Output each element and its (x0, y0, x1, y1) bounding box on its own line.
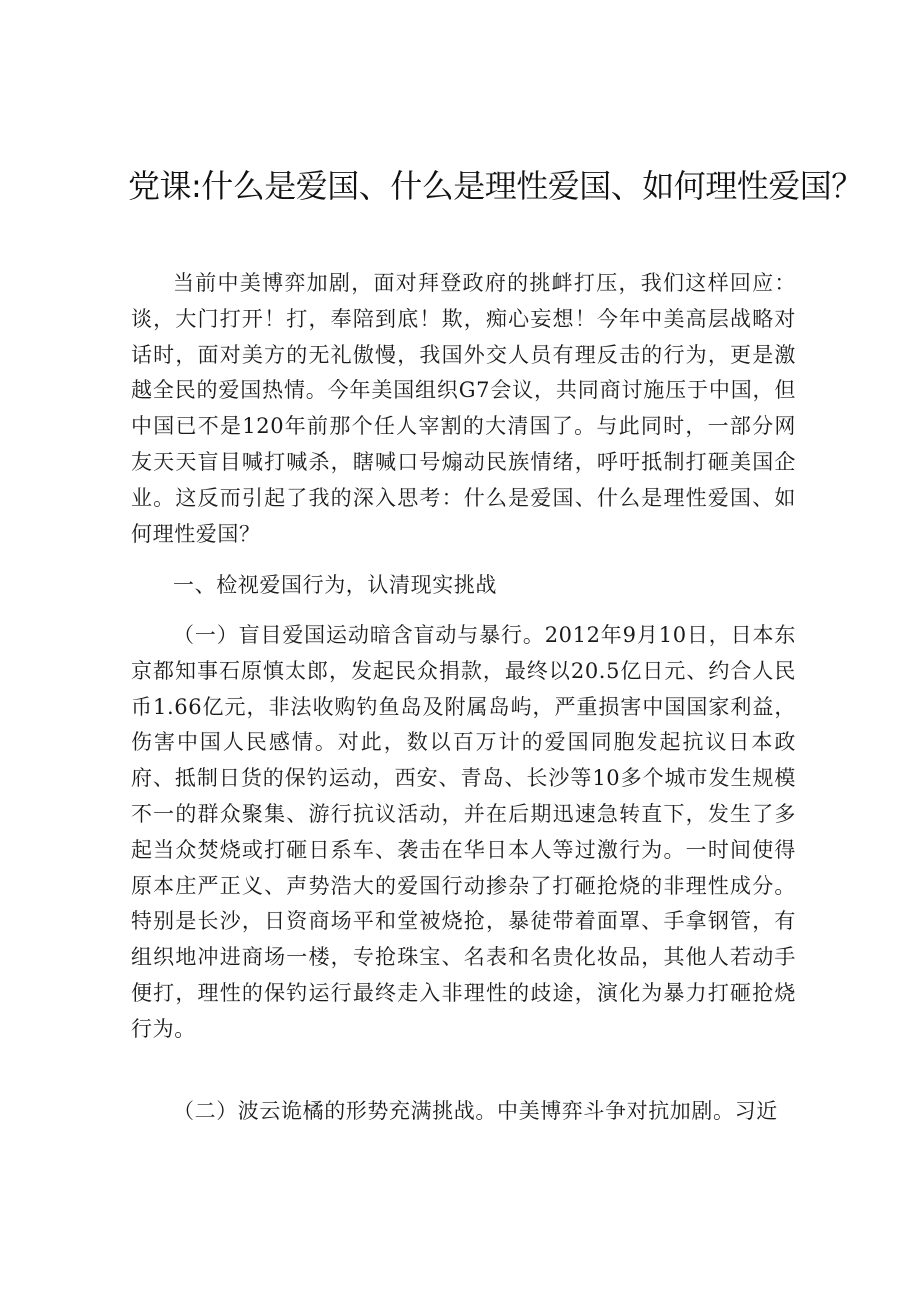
document-title: 党课:什么是爱国、什么是理性爱国、如何理性爱国？ (128, 167, 863, 205)
section-heading-1: 一、检视爱国行为，认清现实挑战 (173, 573, 497, 597)
paragraph-challenging-situation: （二）波云诡橘的形势充满挑战。中美博弈斗争对抗加剧。习近 (173, 1099, 778, 1123)
paragraph-intro: 当前中美博弈加剧，面对拜登政府的挑衅打压，我们这样回应：谈，大门打开！打，奉陪到底！欺，痴心妄想！今年中美高层战略对话时，面对美方的无礼傲慢，我国外交人员有理反击的行为，更是激越全民的爱国热情。今年美国组织G7会议，共同商讨施压于中国，但中国已不是120年前那个任人宰割的大清国了。与此同时，一部分网友天天盲目喊打喊杀，瞎喊口号煽动民族情绪，呼吁抵制打砸美国企业。这反而引起了我的深入思考：什么是爱国、什么是理性爱国、如何理性爱国？ (131, 271, 796, 546)
paragraph-blind-patriotism: （一）盲目爱国运动暗含盲动与暴行。2012年9月10日，日本东京都知事石原慎太郎，发起民众捐款，最终以20.5亿日元、约合人民币1.66亿元，非法收购钓鱼岛及附属岛屿，严重损害中国国家利益，伤害中国人民感情。对此，数以百万计的爱国同胞发起抗议日本政府、抵制日货的保钓运动，西安、青岛、长沙等10多个城市发生规模不一的群众聚集、游行抗议活动，并在后期迅速急转直下，发生了多起当众焚烧或打砸日系车、袭击在华日本人等过激行为。一时间使得原本庄严正义、声势浩大的爱国行动掺杂了打砸抢烧的非理性成分。特别是长沙，日资商场平和堂被烧抢，暴徒带着面罩、手拿钢管，有组织地冲进商场一楼，专抢珠宝、名表和名贵化妆品，其他人若动手便打，理性的保钓运行最终走入非理性的歧途，演化为暴力打砸抢烧行为。 (131, 623, 796, 1041)
